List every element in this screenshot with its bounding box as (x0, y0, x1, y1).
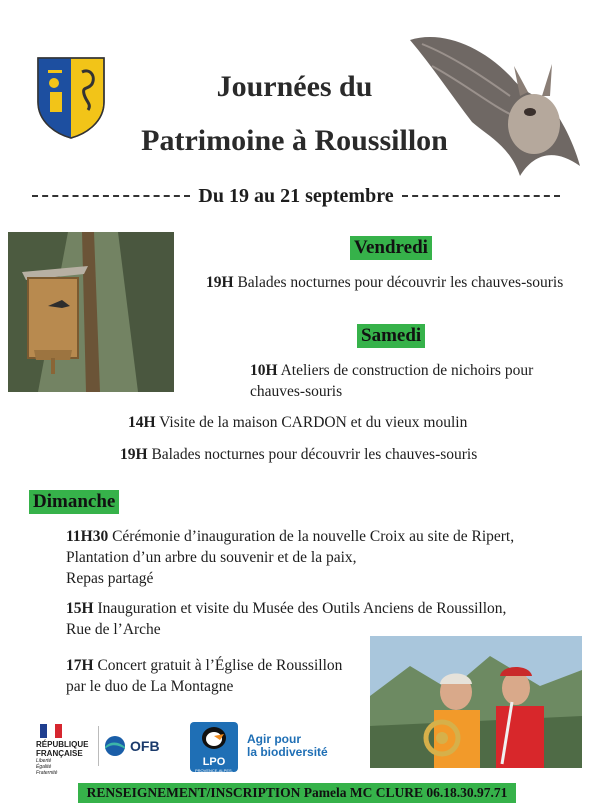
ofb-logo (104, 734, 170, 758)
day-label-samedi: Samedi (357, 324, 425, 348)
day-label-dimanche: Dimanche (29, 490, 119, 514)
event-text: Visite de la maison CARDON et du vieux moulin (155, 414, 468, 431)
event-text: Balades nocturnes pour découvrir les chauves-souris (147, 446, 478, 463)
event-time: 19H (120, 446, 148, 463)
duo-musicians-photo (370, 636, 582, 768)
event-text: Ateliers de construction de nichoirs pour (277, 362, 534, 379)
event-text-line-3: Repas partagé (66, 570, 154, 587)
dashed-rule-right (402, 195, 560, 197)
vendredi-event-1 (206, 272, 563, 293)
puffin-icon (190, 722, 238, 752)
samedi-event-2 (128, 412, 467, 433)
event-text: Inauguration et visite du Musée des Outils Anciens de Roussillon, (93, 600, 507, 617)
lpo-subtitle: PROVENCE-ALPES-CÔTE D'AZUR (194, 768, 233, 778)
date-banner (32, 184, 560, 208)
ofb-circle-icon (104, 735, 126, 757)
event-text: Balades nocturnes pour découvrir les chauves-souris (233, 274, 564, 291)
samedi-event-1 (250, 360, 533, 402)
event-text: Concert gratuit à l’Église de Roussillon (93, 657, 343, 674)
republique-label-1: RÉPUBLIQUE (36, 740, 89, 749)
dimanche-event-2 (66, 598, 506, 640)
republique-label-2: FRANÇAISE (36, 749, 83, 758)
event-text-line-2: Plantation d’un arbre du souvenir et de la paix, (66, 549, 357, 566)
event-time: 10H (250, 362, 278, 379)
ofb-text: OFB (130, 738, 160, 754)
title-line-1: Journées du (216, 70, 373, 103)
event-text-line-2: par le duo de La Montagne (66, 678, 234, 695)
marianne-flag-icon (40, 724, 62, 738)
agir-biodiversite-slogan (247, 733, 328, 759)
bat-photo (402, 26, 586, 184)
event-time: 11H30 (66, 528, 109, 545)
lpo-text: LPO (202, 756, 226, 768)
event-text-line-2: chauves-souris (250, 383, 343, 400)
lpo-logo (190, 722, 238, 778)
contact-footer: RENSEIGNEMENT/INSCRIPTION Pamela MC CLURE 06.18.30.97.71 (78, 783, 516, 803)
republique-motto: Liberté Égalité Fraternité (36, 758, 58, 776)
samedi-event-3 (120, 444, 477, 465)
event-time: 19H (206, 274, 234, 291)
event-text: Cérémonie d’inauguration de la nouvelle Croix au site de Ripert, (108, 528, 515, 545)
event-time: 14H (128, 414, 156, 431)
event-time: 17H (66, 657, 94, 674)
divider (98, 726, 99, 766)
agir-line-2: la biodiversité (247, 745, 328, 759)
event-time: 15H (66, 600, 94, 617)
bat-box-on-tree-photo (8, 232, 174, 392)
dimanche-event-1 (66, 526, 514, 589)
day-label-vendredi: Vendredi (350, 236, 432, 260)
dashed-rule-left (32, 195, 190, 197)
date-range: Du 19 au 21 septembre (198, 184, 394, 207)
dimanche-event-3 (66, 655, 342, 697)
title-line-2: Patrimoine à Roussillon (141, 124, 448, 157)
republique-francaise-logo (36, 724, 98, 776)
agir-line-1: Agir pour (247, 732, 301, 746)
event-text-line-2: Rue de l’Arche (66, 621, 161, 638)
